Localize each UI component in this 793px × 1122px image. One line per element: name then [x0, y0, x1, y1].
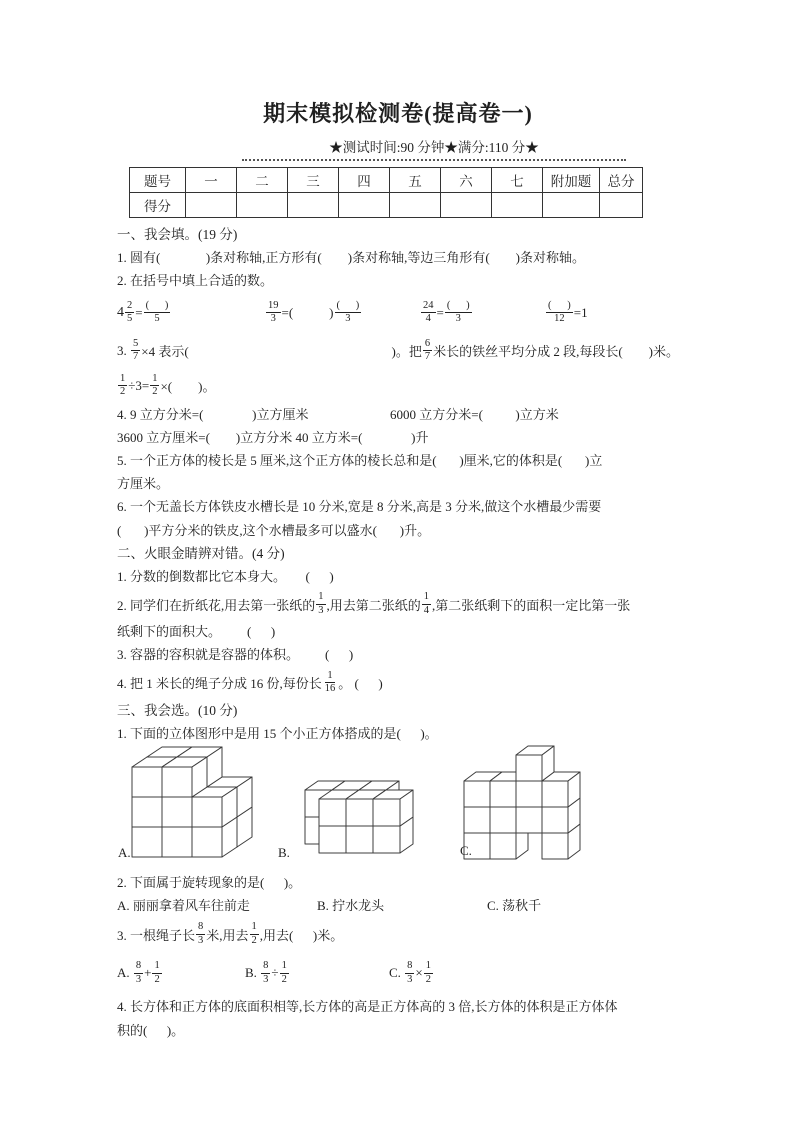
fraction: [118, 373, 127, 399]
exam-meta-underline: [242, 138, 626, 161]
score-table-col: 七: [492, 168, 543, 193]
fraction: [316, 591, 325, 617]
s3-q3-options: [117, 951, 679, 995]
question-text: ÷3=: [128, 377, 150, 393]
fraction-numerator: 1: [325, 670, 334, 684]
fraction-numerator: 5: [131, 338, 140, 352]
unit-conversion: 4. 9 立方分米=( )立方厘米: [117, 406, 309, 422]
fraction-numerator: ( ): [335, 300, 362, 314]
score-cell: [237, 193, 288, 218]
unit-conversion: 6000 立方分米=( )立方米: [390, 406, 559, 422]
s3-q2: 2. 下面属于旋转现象的是( )。: [117, 875, 302, 891]
fraction-numerator: 24: [421, 300, 436, 314]
score-table-col: 三: [288, 168, 339, 193]
s2-q2-line1: [117, 588, 679, 620]
fraction-numerator: 8: [261, 960, 270, 974]
score-table-header-row: [130, 168, 643, 193]
score-cell: [339, 193, 390, 218]
equation-improper-to-mixed: [265, 300, 420, 326]
fraction-numerator: 1: [250, 921, 259, 935]
score-table-score-row: [130, 193, 643, 218]
section3-heading: 三、我会选。(10 分): [117, 702, 238, 718]
fraction-numerator: 1: [422, 591, 431, 605]
fraction-denominator: 5: [154, 313, 160, 325]
close-paren: ): [329, 304, 334, 320]
question-text: ,用去( )米。: [259, 927, 344, 943]
fraction-numerator: 1: [316, 591, 325, 605]
s1-q4-line2: 3600 立方厘米=( )立方分米 40 立方米=( )升: [117, 429, 429, 445]
fraction: [423, 338, 432, 364]
s1-q1: 1. 圆有( )条对称轴,正方形有( )条对称轴,等边三角形有( )条对称轴。: [117, 250, 585, 266]
score-table: [129, 167, 643, 218]
s3-q4-line1: 4. 长方体和正方体的底面积相等,长方体的高是正方体高的 3 倍,长方体的体积是正方体体: [117, 999, 618, 1015]
s3-q3: [117, 917, 679, 951]
option-c: C. 荡秋千: [487, 898, 542, 914]
score-table-col: 总分: [600, 168, 643, 193]
fraction-denominator: 3: [135, 973, 142, 985]
question-text: ,第二张纸剩下的面积一定比第一张: [432, 597, 631, 613]
fraction: [421, 300, 436, 326]
fraction: [125, 300, 134, 326]
fraction-numerator: 1: [280, 960, 289, 974]
fraction-denominator: 7: [133, 351, 139, 363]
s1-q3b: [117, 369, 679, 403]
fraction-numerator: ( ): [546, 300, 573, 314]
s3-q1: 1. 下面的立体图形中是用 15 个小正方体搭成的是( )。: [117, 725, 438, 741]
fraction: [323, 670, 338, 696]
figure-label-b: B.: [278, 845, 290, 861]
score-cell: [441, 193, 492, 218]
s1-q6-line1: 6. 一个无盖长方体铁皮水槽长是 10 分米,宽是 8 分米,高是 3 分米,做这个水槽最少需要: [117, 499, 602, 515]
fraction-denominator: 4: [425, 313, 431, 325]
page-title: 期末模拟检测卷(提高卷一): [263, 101, 533, 126]
fraction-denominator: 2: [120, 386, 126, 398]
fraction-blank: [445, 300, 472, 326]
s2-q1: 1. 分数的倒数都比它本身大。 ( ): [117, 569, 334, 585]
question-text: 3. 一根绳子长: [117, 927, 196, 943]
section1-heading: 一、我会填。(19 分): [117, 227, 238, 242]
fraction-numerator: 1: [424, 960, 433, 974]
score-table-col: 四: [339, 168, 390, 193]
equals-one: =1: [573, 304, 588, 320]
fraction-numerator: 8: [196, 921, 205, 935]
fraction-blank: [144, 300, 171, 326]
fraction-numerator: 2: [125, 300, 134, 314]
whole-number: 4: [117, 304, 124, 320]
fraction-denominator: 2: [152, 386, 158, 398]
s2-q4: [117, 667, 679, 699]
question-text: 4. 把 1 米长的绳子分成 16 份,每份长: [117, 676, 322, 692]
fraction-denominator: 12: [554, 313, 565, 325]
option-a-expression: [117, 960, 245, 986]
fraction-denominator: 2: [154, 973, 160, 985]
s2-q2-line2: 纸剩下的面积大。 ( ): [117, 624, 276, 640]
fraction: [150, 373, 159, 399]
fraction-denominator: 3: [318, 604, 324, 616]
equation-equivalent-fraction: [420, 300, 545, 326]
fraction-denominator: 2: [425, 973, 432, 985]
s3-q2-options: [117, 894, 679, 917]
question-text: ,用去第二张纸的: [326, 597, 421, 613]
fraction-denominator: 2: [281, 973, 287, 985]
multiply-operator: ×: [415, 965, 423, 981]
question-text: 2. 同学们在折纸花,用去第一张纸的: [117, 597, 316, 613]
score-cell: [186, 193, 237, 218]
s1-q5-line2: 方厘米。: [117, 476, 170, 492]
fraction-numerator: 19: [266, 300, 281, 314]
score-cell: [543, 193, 600, 218]
option-label: A.: [117, 965, 133, 981]
fraction-denominator: 3: [407, 973, 413, 985]
question-text: 米长的铁丝平均分成 2 段,每段长( )米。: [433, 344, 679, 360]
question-text: )。把: [391, 344, 422, 360]
equals-sign: =: [135, 304, 143, 320]
s3-q4-line2: 积的( )。: [117, 1022, 185, 1038]
s1-q3: [117, 333, 679, 369]
cube-figure-b: [290, 771, 416, 857]
score-row-label: 得分: [130, 193, 186, 218]
fraction: [261, 960, 270, 986]
score-cell: [390, 193, 441, 218]
equation-mixed-to-fraction: [117, 300, 265, 326]
score-table-col: 一: [186, 168, 237, 193]
fraction-numerator: ( ): [144, 300, 171, 314]
fraction-denominator: 16: [324, 683, 336, 695]
score-table-col: 二: [237, 168, 288, 193]
fraction-denominator: 3: [345, 313, 351, 325]
s1-q6-line2: ( )平方分米的铁皮,这个水槽最多可以盛水( )升。: [117, 522, 431, 538]
equals-sign: =: [436, 304, 444, 320]
equals-open-paren: =(: [281, 304, 294, 320]
score-cell: [288, 193, 339, 218]
question-text: ×4 表示(: [141, 344, 189, 360]
question-text: 。 ( ): [338, 676, 383, 692]
fraction-numerator: 1: [118, 373, 127, 387]
option-a: A. 丽丽拿着风车往前走: [117, 898, 250, 914]
fraction-numerator: 1: [150, 373, 159, 387]
equation-fraction-equals-one: [545, 300, 588, 326]
fraction-numerator: 8: [134, 960, 143, 974]
fraction-denominator: 3: [455, 313, 461, 325]
fraction: [196, 921, 205, 947]
divide-operator: ÷: [271, 965, 279, 981]
fraction: [422, 591, 431, 617]
score-table-col: 五: [390, 168, 441, 193]
fraction: [152, 960, 161, 986]
option-c-expression: [389, 960, 434, 986]
fraction: [131, 338, 140, 364]
fraction-numerator: 1: [152, 960, 161, 974]
s1-q2-equations: [117, 293, 679, 333]
option-b: B. 拧水龙头: [317, 898, 385, 914]
plus-operator: +: [144, 965, 152, 981]
fraction-numerator: ( ): [445, 300, 472, 314]
score-cell: [492, 193, 543, 218]
s1-q2-intro: 2. 在括号中填上合适的数。: [117, 273, 274, 289]
option-b-expression: [245, 960, 389, 986]
fraction-denominator: 7: [424, 351, 431, 363]
fraction: [134, 960, 143, 986]
score-table-col: 六: [441, 168, 492, 193]
s1-q5-line1: 5. 一个正方体的棱长是 5 厘米,这个正方体的棱长总和是( )厘米,它的体积是( )立: [117, 453, 603, 469]
fraction: [424, 960, 433, 986]
fraction-numerator: 6: [423, 338, 432, 352]
fraction-blank: [335, 300, 362, 326]
fraction: [250, 921, 259, 947]
cube-figures-row: [117, 745, 679, 871]
question-number: 3.: [117, 342, 130, 358]
score-cell: [600, 193, 643, 218]
fraction-numerator: 8: [405, 960, 414, 974]
fraction-denominator: 2: [251, 934, 257, 946]
figure-label-a: A.: [118, 845, 131, 861]
fraction-blank: [546, 300, 573, 326]
fraction: [280, 960, 289, 986]
fraction-denominator: 3: [270, 313, 276, 325]
page-content: [117, 98, 679, 1042]
score-table-corner-label: 题号: [130, 168, 186, 193]
cube-figure-c: [462, 745, 582, 863]
fraction: [405, 960, 414, 986]
exam-meta-text: ★测试时间:90 分钟★满分:110 分★: [329, 140, 539, 155]
fraction-denominator: 3: [263, 973, 269, 985]
section2-heading: 二、火眼金睛辨对错。(4 分): [117, 545, 285, 561]
cube-figure-a: [130, 745, 254, 861]
fraction: [266, 300, 281, 326]
option-label: B.: [245, 965, 261, 981]
option-label: C.: [389, 965, 405, 981]
s1-q4-line1: [117, 403, 679, 426]
figure-label-c: C.: [460, 843, 472, 859]
fraction-denominator: 5: [127, 313, 133, 325]
question-text: 米,用去: [206, 927, 249, 943]
fraction-denominator: 3: [198, 934, 204, 946]
fraction-denominator: 4: [423, 604, 430, 616]
question-text: ×( )。: [160, 379, 216, 395]
s2-q3: 3. 容器的容积就是容器的体积。 ( ): [117, 647, 354, 663]
score-table-col: 附加题: [543, 168, 600, 193]
